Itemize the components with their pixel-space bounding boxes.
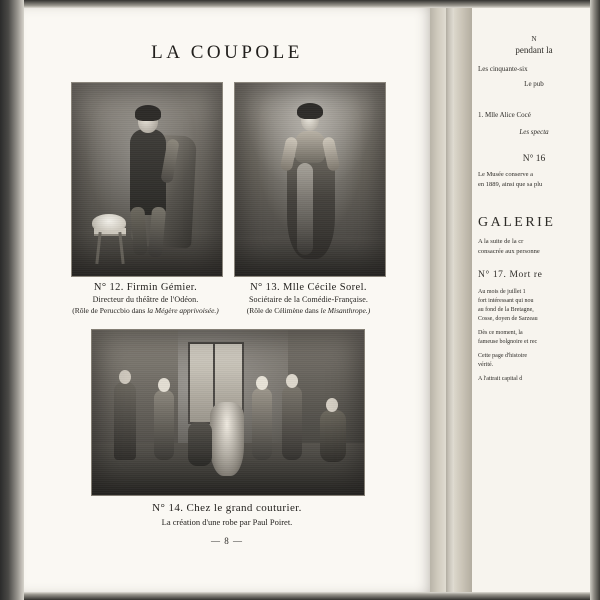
caption-title: N° 12. Firmin Gémier. [93,282,198,293]
gown-highlight [297,163,313,255]
right-line-5: 1. Mlle Alice Cocé [478,111,531,119]
right-page-content [472,8,590,384]
scan-edge-bottom [0,592,600,600]
scan-edge-top [0,0,600,8]
figure-hair [135,105,161,121]
caption-role-plain: (Rôle de Célimène dans [246,306,321,315]
right-para-2: fort intéressant qui nou [478,298,534,304]
right-gallery-line-2: consacrée aux personne [478,247,540,255]
figure-5-head [326,398,338,412]
caption-title: N° 13. Mlle Cécile Sorel. [250,282,367,293]
figure-3-head [256,376,268,390]
figure-1-head [119,370,131,384]
bodice-shape [295,131,325,163]
right-para-4: Cosse, doyen de Sarzeau [478,316,538,322]
plate-14 [91,329,363,546]
photo-cecile-sorel [234,82,386,277]
caption-role [71,306,221,315]
right-line-9: en 1889, ainsi que sa plu [478,180,543,188]
figure-4-head [286,374,298,388]
right-para-6: fameuse bolgnoire et rec [478,339,538,345]
figure-hair [297,103,323,119]
right-line-2: pendant la [515,45,553,55]
photo-firmin-gemier [71,82,223,277]
right-para-3: au fond de la Bretagne, [478,307,534,313]
cloth-shape [92,214,126,232]
figure-2 [154,390,174,460]
scan-edge-left [0,0,24,600]
caption-title: N° 14. Chez le grand couturier. [152,502,302,514]
right-item-title-17: N° 17. Mort re [478,270,543,280]
right-page [472,8,590,592]
right-gallery-title: GALERIE [478,215,556,230]
photo-chez-le-grand-couturier [91,329,365,496]
right-line-8: Le Musée conserve a [478,171,534,178]
caption-subtitle: Sociétaire de la Comédie-Française. [248,295,368,304]
page-title: LA COUPOLE [151,42,303,63]
caption-role-italic: le Misanthrope.) [320,306,371,315]
right-line-1: N [531,35,537,43]
figure-4 [282,386,302,460]
figure-1 [114,382,136,460]
caption-subtitle: La création d'une robe par Paul Poiret. [161,517,293,527]
right-para-9: A l'attrait capital d [478,376,523,382]
right-line-6: Les specta [519,128,549,136]
figure-5-seated [320,410,346,462]
caption-subtitle: Directeur du théâtre de l'Odéon. [92,295,199,304]
figure-6 [188,422,212,466]
caption-role-plain: (Rôle de Peruccbio dans [72,306,148,315]
page-folio: — 8 — [211,536,243,546]
figure-body [130,129,166,215]
right-para-8: vérité. [478,362,494,368]
right-item-number-16: N° 16 [522,154,546,164]
caption-role-italic: la Mégère apprivoisée.) [147,306,219,315]
plate-12 [71,82,221,315]
right-gallery-line-1: A la suite de la cr [478,238,524,245]
plate-13 [234,82,384,315]
plates-row [24,82,430,315]
right-para-7: Cette page d'histoire [478,353,528,359]
caption-role [234,306,384,315]
right-para-1: Au mois de juillet 1 [478,289,526,295]
book-gutter [430,8,472,592]
figure-2-head [158,378,170,392]
caption-13 [234,282,384,315]
right-line-4: Le pub [524,80,544,88]
figure-3 [252,388,272,460]
scan-edge-right [590,0,600,600]
figure-leg-left [130,207,147,256]
caption-12 [71,282,221,315]
central-dress [210,402,244,476]
right-para-5: Dès ce moment, la [478,330,523,336]
caption-14 [91,502,363,527]
right-line-3: Les cinquante-six [478,65,528,73]
page-content [24,8,430,592]
left-page [24,8,430,592]
